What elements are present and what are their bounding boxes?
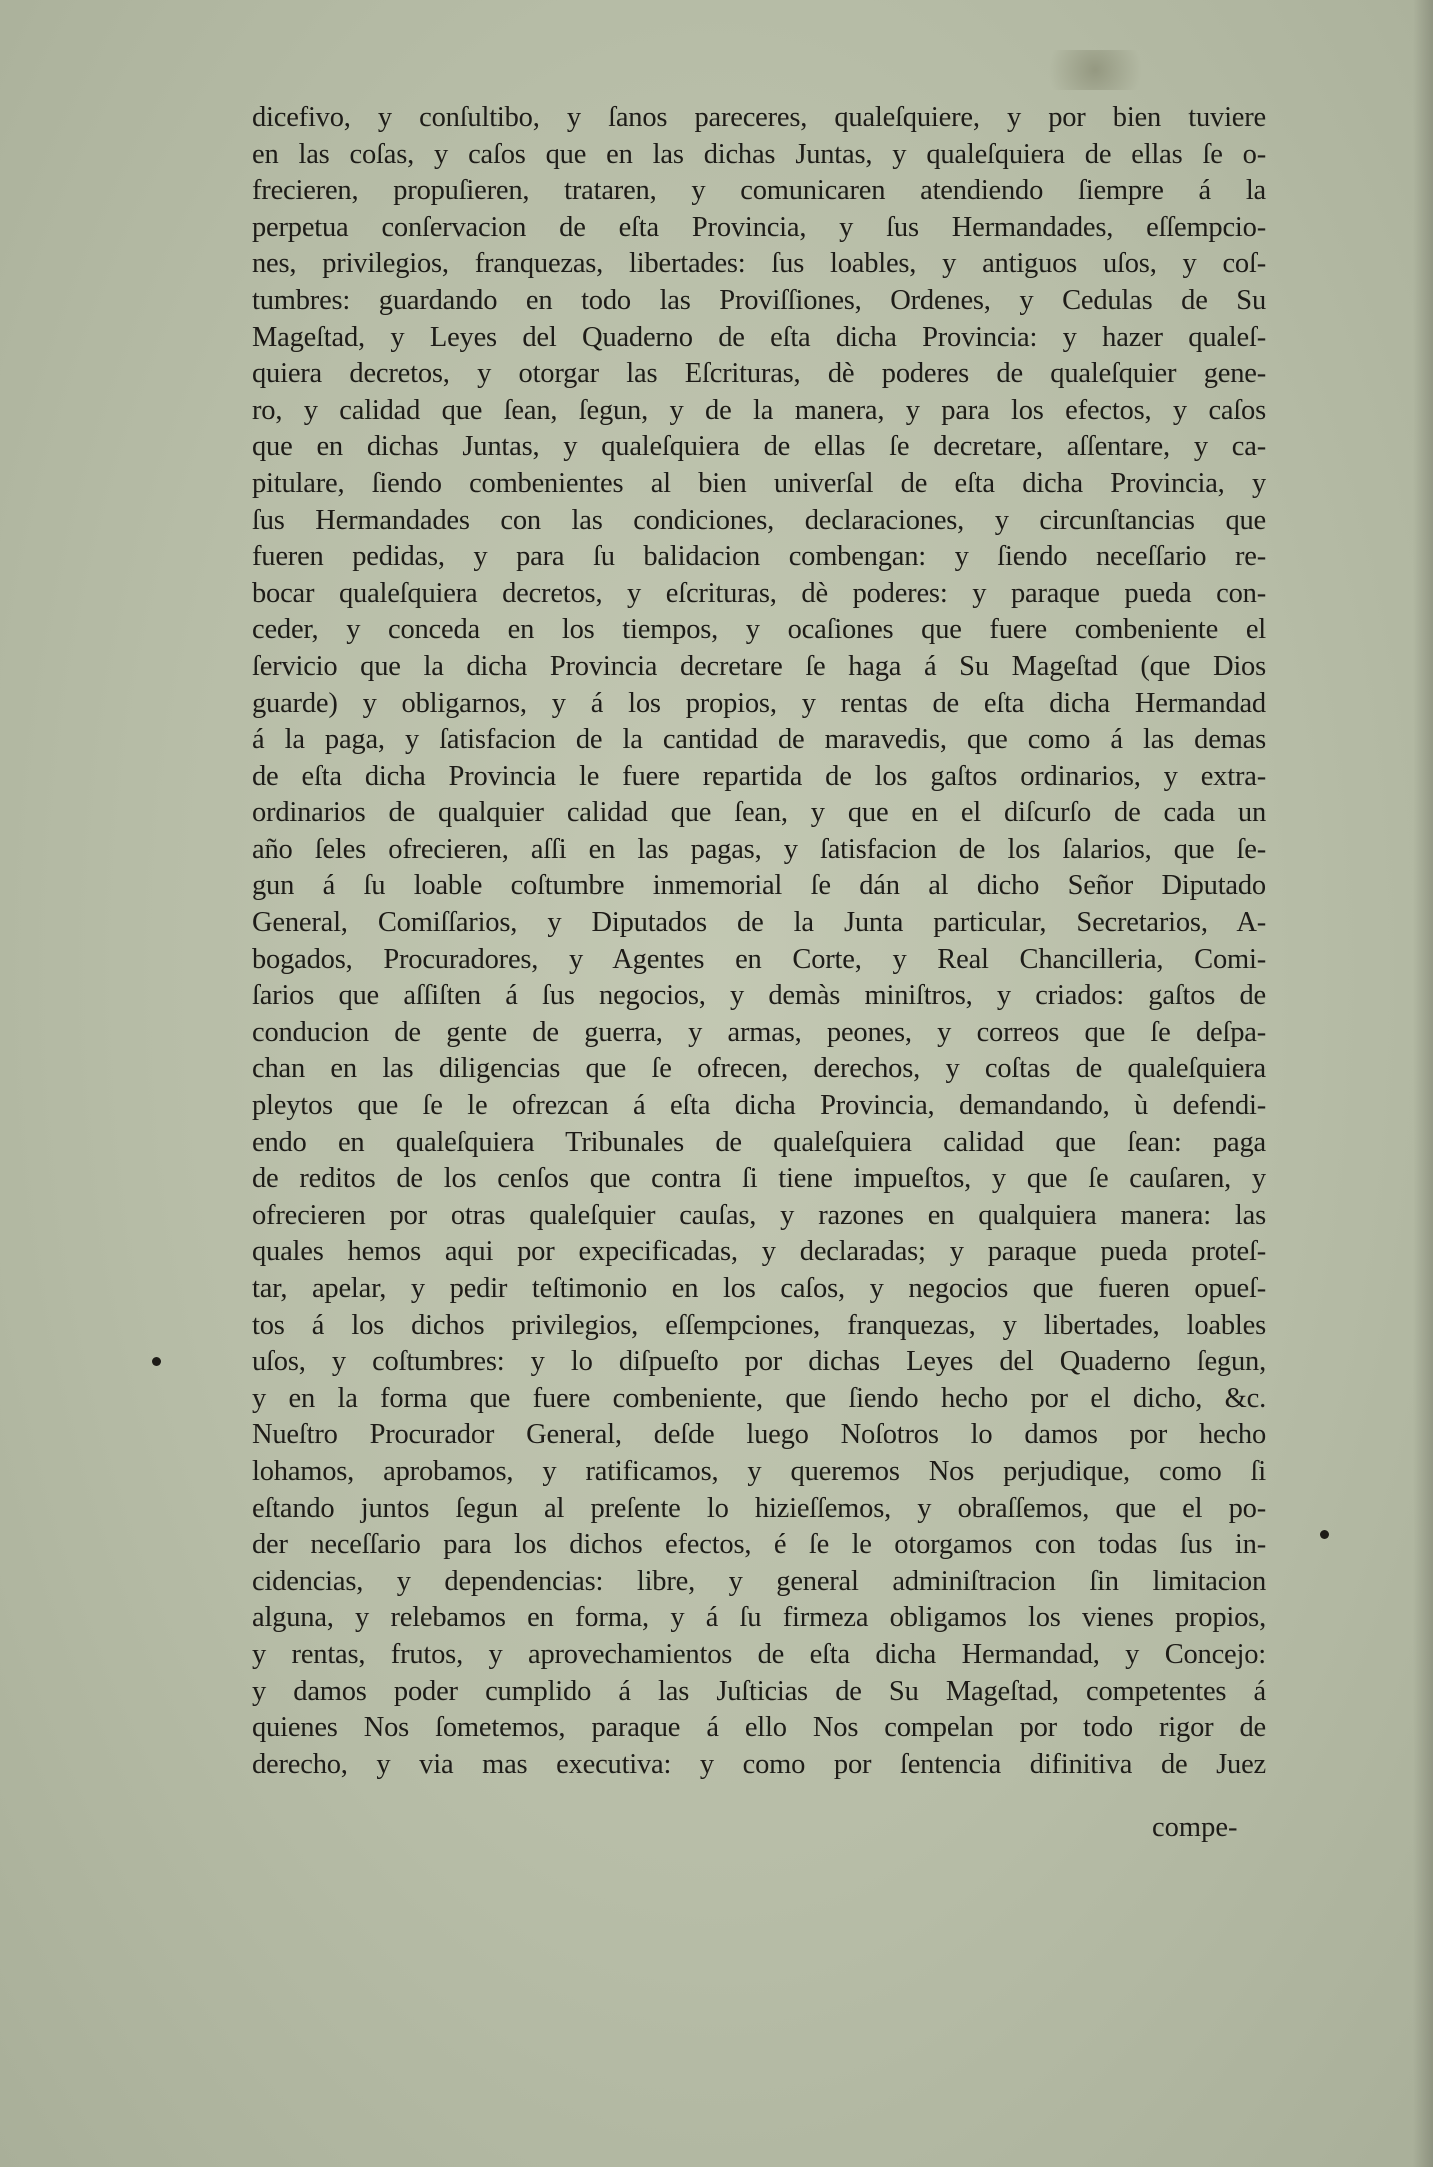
text-line: lohamos, aprobamos, y ratificamos, y queremos Nos perjudique, como ſi <box>252 1455 1266 1487</box>
text-line: tumbres: guardando en todo las Proviſſiones, Ordenes, y Cedulas de Su <box>252 284 1266 316</box>
text-line: año ſeles ofrecieren, aſſi en las pagas, y ſatisfacion de los ſalarios, que ſe- <box>252 833 1266 865</box>
body-text <box>252 100 1266 1783</box>
text-line: tos á los dichos privilegios, eſſempciones, franquezas, y libertades, loables <box>252 1309 1266 1341</box>
margin-dot-left <box>152 1357 161 1366</box>
text-line: ceder, y conceda en los tiempos, y ocaſiones que fuere combeniente el <box>252 614 1266 646</box>
text-line: pitulare, ſiendo combenientes al bien univerſal de eſta dicha Provincia, y <box>252 467 1266 499</box>
text-line: der neceſſario para los dichos efectos, é ſe le otorgamos con todas ſus in- <box>252 1529 1266 1561</box>
text-line: Mageſtad, y Leyes del Quaderno de eſta dicha Provincia: y hazer qualeſ- <box>252 321 1266 353</box>
text-line: bogados, Procuradores, y Agentes en Corte, y Real Chancilleria, Comi- <box>252 943 1266 975</box>
text-line: ſervicio que la dicha Provincia decretare ſe haga á Su Mageſtad (que Dios <box>252 650 1266 682</box>
text-line: gun á ſu loable coſtumbre inmemorial ſe dán al dicho Señor Diputado <box>252 870 1266 902</box>
text-line: nes, privilegios, franquezas, libertades: ſus loables, y antiguos uſos, y coſ- <box>252 248 1266 280</box>
text-line: quales hemos aqui por expecificadas, y declaradas; y paraque pueda proteſ- <box>252 1236 1266 1268</box>
text-line: bocar qualeſquiera decretos, y eſcrituras, dè poderes: y paraque pueda con- <box>252 577 1266 609</box>
text-line: que en dichas Juntas, y qualeſquiera de ellas ſe decretare, aſſentare, y ca- <box>252 431 1266 463</box>
text-line: y damos poder cumplido á las Juſticias de Su Mageſtad, competentes á <box>252 1675 1266 1707</box>
text-line: de eſta dicha Provincia le fuere repartida de los gaſtos ordinarios, y extra- <box>252 760 1266 792</box>
text-line: tar, apelar, y pedir teſtimonio en los caſos, y negocios que fueren opueſ- <box>252 1273 1266 1304</box>
margin-dot-right <box>1320 1530 1329 1539</box>
text-line: ſarios que aſſiſten á ſus negocios, y demàs miniſtros, y criados: gaſtos de <box>252 980 1266 1012</box>
text-line: ordinarios de qualquier calidad que ſean, y que en el diſcurſo de cada un <box>252 797 1266 829</box>
text-line: ro, y calidad que ſean, ſegun, y de la manera, y para los efectos, y caſos <box>252 394 1266 426</box>
page-edge-shadow <box>1413 0 1433 2167</box>
text-line: chan en las diligencias que ſe ofrecen, derechos, y coſtas de qualeſquiera <box>252 1053 1266 1085</box>
text-line: de reditos de los cenſos que contra ſi tiene impueſtos, y que ſe cauſaren, y <box>252 1163 1266 1195</box>
text-line: General, Comiſſarios, y Diputados de la Junta particular, Secretarios, A- <box>252 907 1266 939</box>
text-line: frecieren, propuſieren, trataren, y comunicaren atendiendo ſiempre á la <box>252 175 1266 207</box>
text-line: quiera decretos, y otorgar las Eſcrituras, dè poderes de qualeſquier gene- <box>252 358 1266 390</box>
text-line: eſtando juntos ſegun al preſente lo hizieſſemos, y obraſſemos, que el po- <box>252 1492 1266 1524</box>
text-line: y rentas, frutos, y aprovechamientos de eſta dicha Hermandad, y Concejo: <box>252 1638 1266 1670</box>
text-line: uſos, y coſtumbres: y lo diſpueſto por dichas Leyes del Quaderno ſegun, <box>252 1346 1266 1378</box>
text-line: y en la forma que fuere combeniente, que ſiendo hecho por el dicho, &c. <box>252 1382 1266 1414</box>
text-line: dicefivo, y conſultibo, y ſanos pareceres, qualeſquiere, y por bien tuviere <box>252 102 1266 133</box>
text-line: ſus Hermandades con las condiciones, declaraciones, y circunſtancias que <box>252 504 1266 536</box>
text-line: á la paga, y ſatisfacion de la cantidad de maravedis, que como á las demas <box>252 724 1266 756</box>
text-line: fueren pedidas, y para ſu balidacion combengan: y ſiendo neceſſario re- <box>252 541 1266 573</box>
text-line: perpetua conſervacion de eſta Provincia, y ſus Hermandades, eſſempcio- <box>252 211 1266 243</box>
catchword: compe- <box>1152 1812 1238 1843</box>
text-line: en las coſas, y caſos que en las dichas Juntas, y qualeſquiera de ellas ſe o- <box>252 138 1266 170</box>
text-line: ofrecieren por otras qualeſquier cauſas, y razones en qualquiera manera: las <box>252 1199 1266 1231</box>
text-line: conducion de gente de guerra, y armas, peones, y correos que ſe deſpa- <box>252 1016 1266 1048</box>
text-line: endo en qualeſquiera Tribunales de qualeſquiera calidad que ſean: paga <box>252 1126 1266 1158</box>
text-line: cidencias, y dependencias: libre, y general adminiſtracion ſin limitacion <box>252 1565 1266 1597</box>
text-line: pleytos que ſe le ofrezcan á eſta dicha Provincia, demandando, ù defendi- <box>252 1090 1266 1122</box>
text-line: alguna, y relebamos en forma, y á ſu firmeza obligamos los vienes propios, <box>252 1602 1266 1634</box>
text-line: Nueſtro Procurador General, deſde luego Noſotros lo damos por hecho <box>252 1419 1266 1451</box>
text-line: guarde) y obligarnos, y á los propios, y rentas de eſta dicha Hermandad <box>252 687 1266 719</box>
text-line: quienes Nos ſometemos, paraque á ello Nos compelan por todo rigor de <box>252 1712 1266 1744</box>
ink-stain <box>1020 50 1170 90</box>
text-line: derecho, y via mas executiva: y como por ſentencia difinitiva de Juez <box>252 1748 1266 1780</box>
